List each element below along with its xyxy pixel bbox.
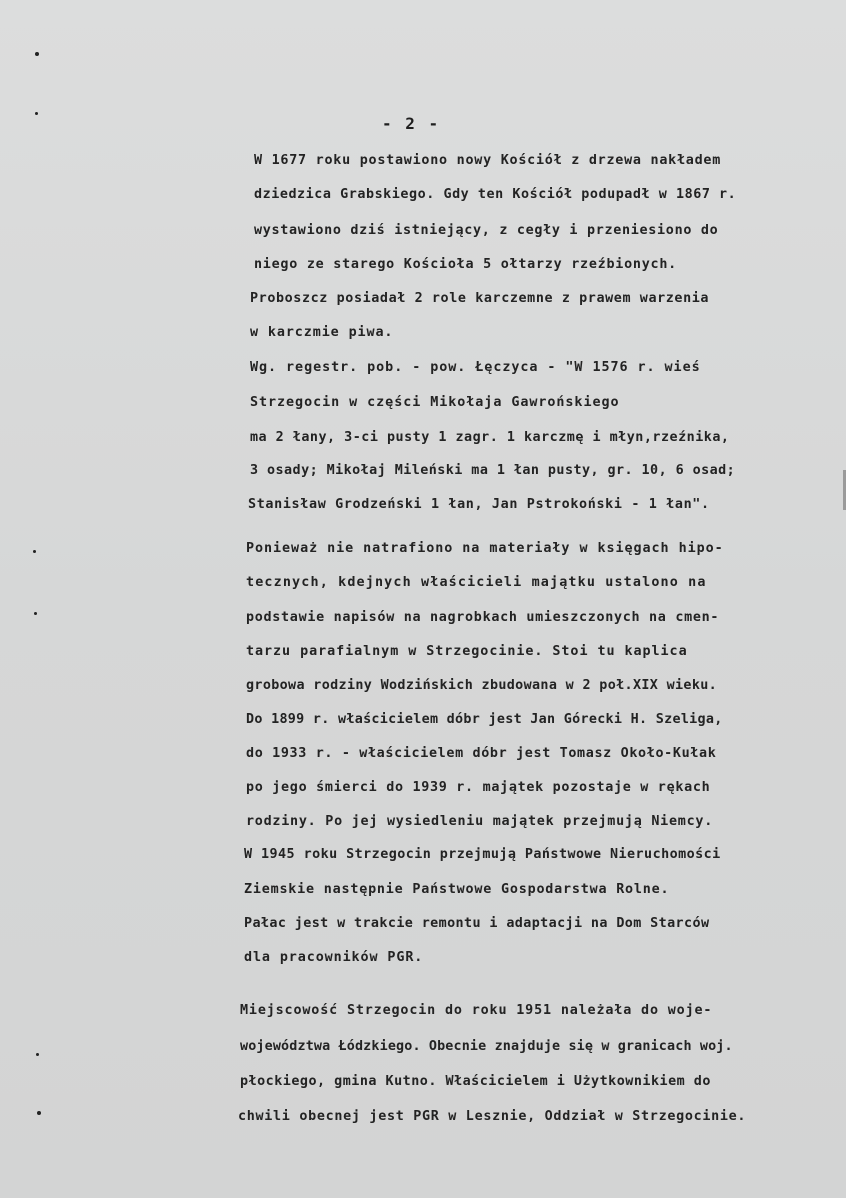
text-line: w karczmie piwa.	[250, 325, 394, 340]
text-line: W 1677 roku postawiono nowy Kościół z drzewa nakładem	[254, 153, 722, 168]
text-line: wystawiono dziś istniejący, z cegły i przeniesiono do	[254, 223, 719, 238]
text-line: płockiego, gmina Kutno. Właścicielem i Użytkownikiem do	[240, 1074, 711, 1089]
text-line: chwili obecnej jest PGR w Lesznie, Oddział w Strzegocinie.	[238, 1109, 747, 1124]
page-number: - 2 -	[382, 114, 441, 133]
text-line: dla pracowników PGR.	[244, 950, 424, 965]
margin-speck	[35, 52, 39, 56]
text-line: Ziemskie następnie Państwowe Gospodarstwa Rolne.	[244, 882, 670, 897]
text-line: Stanisław Grodzeński 1 łan, Jan Pstrokoński - 1 łan".	[248, 497, 710, 512]
text-line: 3 osady; Mikołaj Mileński ma 1 łan pusty, gr. 10, 6 osad;	[250, 463, 736, 478]
text-line: grobowa rodziny Wodzińskich zbudowana w 2 poł.XIX wieku.	[246, 678, 718, 693]
text-line: niego ze starego Kościoła 5 ołtarzy rzeźbionych.	[254, 257, 677, 272]
text-line: tarzu parafialnym w Strzegocinie. Stoi tu kaplica	[246, 644, 688, 659]
text-line: podstawie napisów na nagrobkach umieszczonych na cmen-	[246, 610, 720, 625]
text-line: Miejscowość Strzegocin do roku 1951 należała do woje-	[240, 1003, 713, 1018]
margin-speck	[34, 612, 37, 615]
margin-speck	[36, 1053, 39, 1056]
text-line: województwa Łódzkiego. Obecnie znajduje się w granicach woj.	[240, 1039, 733, 1054]
text-line: Proboszcz posiadał 2 role karczemne z prawem warzenia	[250, 291, 710, 306]
text-line: W 1945 roku Strzegocin przejmują Państwowe Nieruchomości	[244, 847, 721, 862]
margin-speck	[33, 550, 36, 553]
margin-speck	[37, 1111, 41, 1115]
text-line: Ponieważ nie natrafiono na materiały w księgach hipo-	[246, 541, 724, 556]
text-line: ma 2 łany, 3-ci pusty 1 zagr. 1 karczmę i młyn,rzeźnika,	[250, 430, 730, 445]
text-line: Pałac jest w trakcie remontu i adaptacji na Dom Starców	[244, 916, 710, 931]
text-line: dziedzica Grabskiego. Gdy ten Kościół podupadł w 1867 r.	[254, 187, 737, 202]
text-line: po jego śmierci do 1939 r. majątek pozostaje w rękach	[246, 780, 711, 795]
text-line: tecznych, kdejnych właścicieli majątku ustalono na	[246, 575, 707, 590]
text-line: rodziny. Po jej wysiedleniu majątek przejmują Niemcy.	[246, 814, 714, 829]
margin-speck	[35, 112, 38, 115]
text-line: Wg. regestr. pob. - pow. Łęczyca - "W 1576 r. wieś	[250, 360, 701, 375]
text-line: Strzegocin w części Mikołaja Gawrońskiego	[250, 395, 620, 410]
text-line: Do 1899 r. właścicielem dóbr jest Jan Górecki H. Szeliga,	[246, 712, 723, 727]
text-line: do 1933 r. - właścicielem dóbr jest Tomasz Około-Kułak	[246, 746, 717, 761]
